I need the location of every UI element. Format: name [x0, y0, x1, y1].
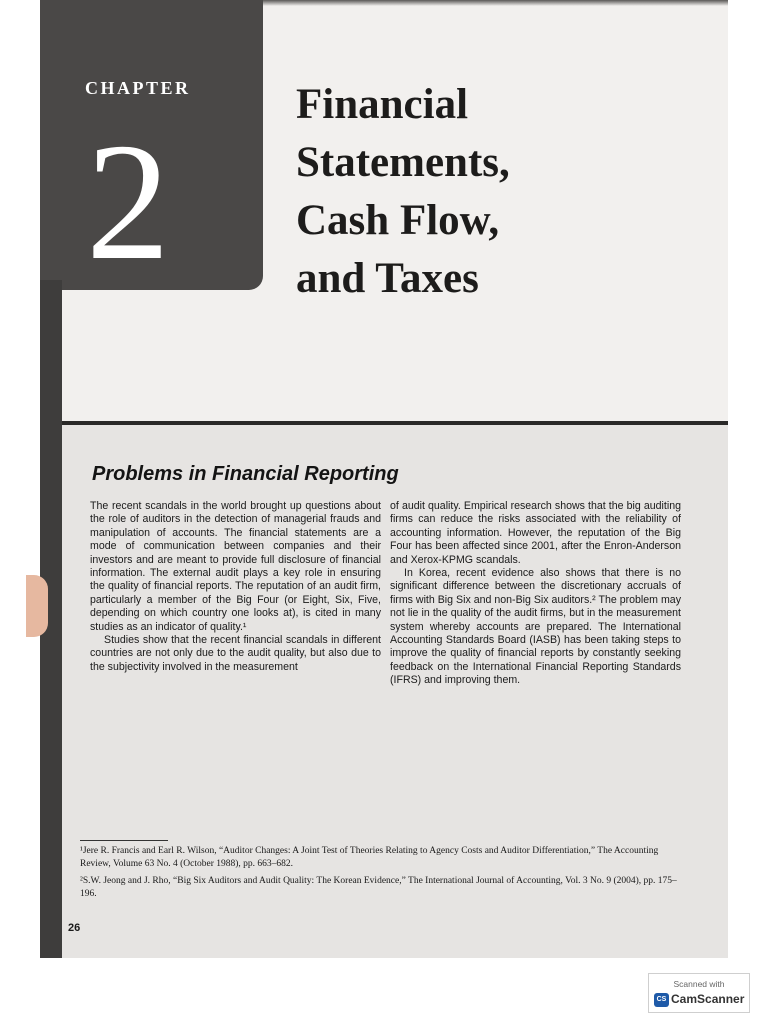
footnotes	[80, 845, 690, 905]
title-line: Financial	[296, 81, 469, 128]
camscanner-badge	[648, 973, 750, 1013]
right-column	[390, 500, 681, 688]
body-paragraph: of audit quality. Empirical research shows that the big auditing firms can reduce the risks associated with the reliability of accounting information. However, the reputation of the Big Four has been affected since 2001, after the Enron-Anderson and Xerox-KPMG scandals.	[390, 500, 681, 566]
chapter-box	[40, 0, 263, 295]
holding-thumb	[26, 575, 48, 637]
chapter-number: 2	[86, 109, 170, 295]
title-line: and Taxes	[296, 255, 479, 302]
camscanner-logo-icon: CS	[654, 993, 669, 1007]
title-line: Cash Flow,	[296, 197, 500, 244]
title-line: Statements,	[296, 139, 510, 186]
body-paragraph: The recent scandals in the world brought up questions about the role of auditors in the detection of managerial frauds and manipulation of accounts. The financial statements are a mode of communication between companies and their investors and are meant to provide full disclosure of financial information. The external audit plays a key role in ensuring the quality of financial reports. The reputation of an audit firm, particularly a member of the Big Four (or Eight, Six, Five, depending on which country one looks at), is cited in many studies as an indicator of quality.¹	[90, 500, 381, 633]
section-heading: Problems in Financial Reporting	[92, 463, 399, 485]
badge-brand-name: CamScanner	[671, 992, 745, 1006]
left-column	[90, 500, 381, 674]
body-paragraph: Studies show that the recent financial scandals in different countries are not only due to the audit quality, but also due to the subjectivity involved in the measurement	[90, 634, 381, 673]
footnote-2: ²S.W. Jeong and J. Rho, “Big Six Auditors and Audit Quality: The Korean Evidence,” The International Journal of Accounting, Vol. 3 No. 9 (2004), pp. 175–196.	[80, 876, 677, 899]
chapter-title	[296, 76, 596, 308]
body-paragraph: In Korea, recent evidence also shows that there is no significant difference between the discretionary accruals of firms with Big Six and non-Big Six auditors.² The problem may not lie in the quality of the audit firms, but in the measurement system whereby accounts are prepared. The International Accounting Standards Board (IASB) has been taking steps to improve the quality of financial reports by constantly seeking feedback on the International Financial Reporting Standards (IFRS) and improving them.	[390, 567, 681, 687]
book-page	[40, 0, 728, 958]
badge-caption: Scanned with	[673, 979, 725, 989]
chapter-label: CHAPTER	[85, 78, 191, 98]
footnote-rule	[80, 840, 168, 841]
page-number: 26	[68, 922, 81, 934]
footnote-1: ¹Jere R. Francis and Earl R. Wilson, “Auditor Changes: A Joint Test of Theories Relating to Agency Costs and Auditor Differentiation,” The Accounting Review, Volume 63 No. 4 (October 1988), pp. 663–682.	[80, 846, 659, 869]
